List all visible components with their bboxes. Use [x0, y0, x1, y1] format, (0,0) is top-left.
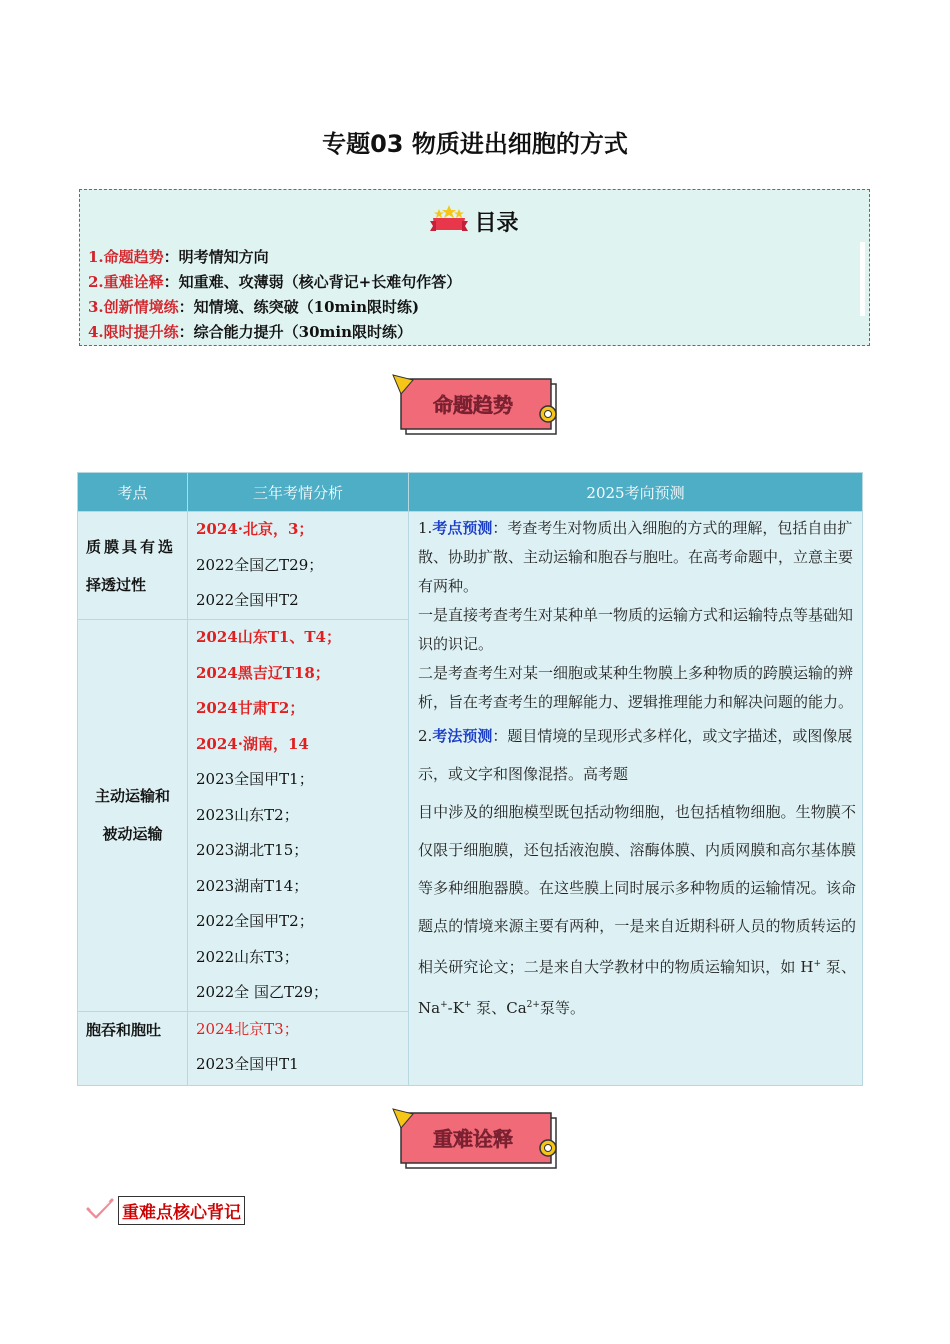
table-header-row: [78, 473, 863, 512]
ion-charge: +: [440, 1000, 448, 1010]
topic-cell: [78, 512, 188, 620]
checkmark-icon: [86, 1198, 114, 1224]
year-entry: 2022山东T3；: [196, 947, 299, 966]
medal-icon: [430, 204, 468, 238]
prediction-cell: [409, 512, 863, 1086]
prediction-text: ：题目情境的呈现形式多样化，或文字描述，或图像展示，或文字和图像混搭。高考题: [418, 727, 853, 783]
header-analysis: 三年考情分析: [188, 473, 409, 512]
prediction-para-5: [418, 793, 856, 1027]
topic-line: 择透过性: [86, 575, 147, 594]
ion-text: 泵、: [825, 958, 856, 976]
ion-text: 泵等。: [539, 999, 585, 1017]
header-prediction: 2025考向预测: [409, 473, 863, 512]
ion-text: 泵、: [476, 999, 507, 1017]
year-entry: 2024·北京，3；: [196, 520, 314, 539]
ion-text: Na: [418, 999, 441, 1017]
toc-item-1[interactable]: [88, 246, 269, 267]
year-entry: 2023山东T2；: [196, 805, 299, 824]
year-entry: 2023全国甲T1: [196, 1055, 299, 1073]
toc-side-bar: [860, 242, 865, 316]
year-entry: 2024北京T3；: [196, 1019, 299, 1038]
toc-item-value: ：综合能力提升（30min限时练）: [178, 323, 413, 341]
years-cell: [188, 512, 409, 620]
topic-line: 被动运输: [102, 825, 163, 844]
year-entry: 2024甘肃T2；: [196, 699, 305, 717]
key-points-banner-text: 重难诠释: [433, 1127, 513, 1151]
ion-charge: +: [813, 959, 821, 969]
key-points-banner: [391, 1106, 561, 1178]
prediction-label: 考点预测: [432, 519, 493, 537]
year-entry: 2023湖北T15；: [196, 841, 309, 859]
para-number: 1.: [418, 519, 433, 537]
topic-line: 质膜具有选: [86, 537, 177, 556]
toc-item-value: ：知重难、攻薄弱（核心背记+长难句作答）: [163, 273, 462, 291]
table-row: [78, 512, 863, 620]
year-entry: 2023全国甲T1；: [196, 770, 314, 788]
prediction-label: 考法预测: [432, 727, 493, 745]
trend-banner-text: 命题趋势: [433, 393, 513, 417]
topic-cell: [78, 620, 188, 1012]
year-entry: 2024山东T1、T4；: [196, 628, 341, 646]
toc-item-key: 3.创新情境练: [88, 298, 179, 316]
toc-item-key: 2.重难诠释: [88, 273, 164, 291]
year-entry: 2022全国甲T2；: [196, 912, 314, 930]
topic-cell: [78, 1011, 188, 1085]
header-topic: 考点: [78, 473, 188, 512]
year-entry: 2024·湖南，14: [196, 734, 309, 753]
toc-item-key: 1.命题趋势: [88, 248, 164, 266]
year-entry: 2023湖南T14；: [196, 876, 309, 895]
years-cell: [188, 620, 409, 1012]
prediction-para-2: 一是直接考查考生对某种单一物质的运输方式和运输特点等基础知识的识记。: [418, 606, 854, 653]
toc-item-value: ：明考情知方向: [163, 248, 269, 266]
topic-line: 主动运输和: [94, 787, 170, 806]
toc-item-2[interactable]: [88, 271, 461, 292]
ion-text: H: [800, 958, 814, 976]
toc-title: 目录: [474, 210, 519, 236]
ion-text: Ca: [506, 999, 527, 1017]
year-entry: 2022全国乙T29；: [196, 555, 324, 574]
ion-charge: 2+: [526, 1000, 540, 1010]
prediction-text: ：考查考生对物质出入细胞的方式的理解，包括自由扩散、协助扩散、主动运输和胞吞与胞吐。在高考命题中，立意主要有两种。: [418, 519, 854, 595]
exam-analysis-table: [77, 472, 863, 1086]
toc-heading: [80, 204, 869, 238]
ion-text: -K: [447, 999, 464, 1017]
toc-item-key: 4.限时提升练: [88, 323, 179, 341]
prediction-para-4: [418, 717, 856, 793]
year-entry: 2024黑吉辽T18；: [196, 663, 330, 682]
page-title: 专题03 物质进出细胞的方式: [322, 130, 628, 158]
prediction-para-1: [418, 514, 856, 601]
para-number: 2.: [418, 727, 433, 745]
year-entry: 2022全 国乙T29；: [196, 983, 329, 1001]
years-cell: [188, 1011, 409, 1085]
ion-charge: +: [463, 1000, 472, 1010]
year-entry: 2022全国甲T2: [196, 591, 299, 610]
toc-item-3[interactable]: [88, 296, 419, 317]
trend-banner: [391, 372, 561, 444]
prediction-para-3: 二是考查考生对某一细胞或某种生物膜上多种物质的跨膜运输的辨析，旨在考查考生的理解能力、逻辑推理能力和解决问题的能力。: [418, 664, 854, 711]
toc-item-4[interactable]: [88, 321, 412, 342]
prediction-text: 目中涉及的细胞模型既包括动物细胞，也包括植物细胞。生物膜不仅限于细胞膜，还包括液泡膜、溶酶体膜、内质网膜和高尔基体膜等多种细胞器膜。在这些膜上同时展示多种物质的运输情况。该命题点的情境来源主要有两种，一是来自近期科研人员的物质转运的相关研究论文；二是来自大学教材中的物质运输知识，如: [418, 803, 856, 976]
topic-line: 胞吞和胞吐: [86, 1020, 162, 1039]
toc-item-value: ：知情境、练突破（10min限时练): [178, 298, 420, 316]
core-points-heading: [86, 1196, 245, 1225]
table-of-contents: [79, 189, 870, 346]
core-heading-label: 重难点核心背记: [118, 1196, 245, 1225]
